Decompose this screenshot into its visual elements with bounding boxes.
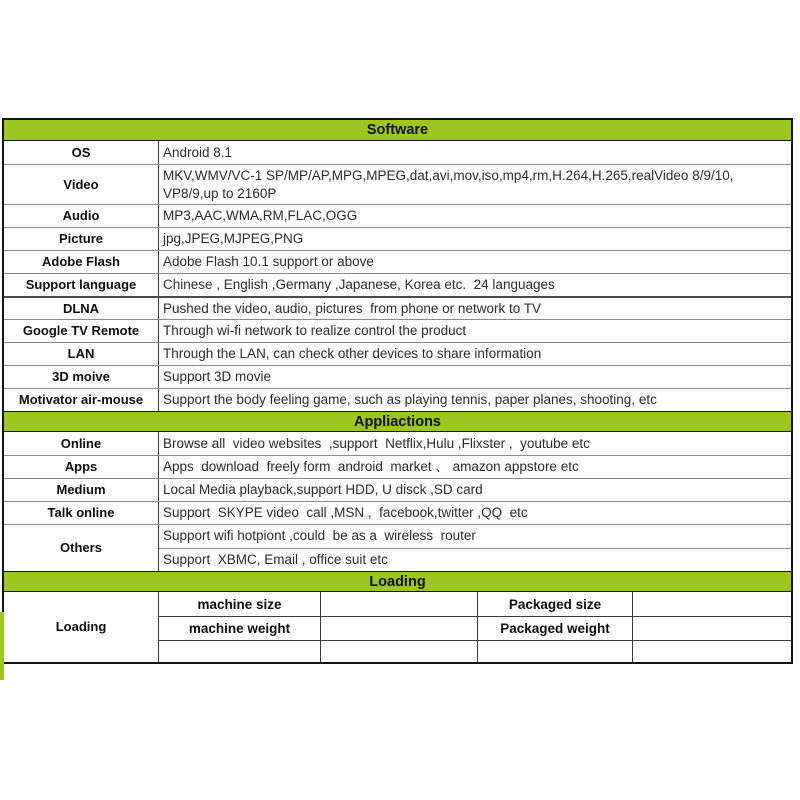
row-loading: [4, 592, 791, 662]
loading-grid: [159, 592, 791, 662]
green-edge-artifact: [0, 612, 4, 680]
loading-label: Loading: [4, 592, 159, 662]
audio-value: MP3,AAC,WMA,RM,FLAC,OGG: [163, 208, 358, 223]
loading-empty-cell-1: [159, 641, 320, 662]
loading-grid-row-3: [159, 640, 791, 662]
row-google-tv-remote: [4, 319, 791, 342]
motivator-air-mouse-label: Motivator air-mouse: [4, 389, 159, 411]
row-adobe-flash: [4, 250, 791, 273]
online-label: Online: [4, 432, 159, 455]
video-label: Video: [4, 165, 159, 204]
others-label: Others: [4, 525, 159, 571]
row-dlna: [4, 296, 791, 319]
dlna-label: DLNA: [4, 298, 159, 319]
row-others: [4, 524, 791, 571]
packaged-size-value: [632, 592, 791, 616]
audio-label: Audio: [4, 205, 159, 227]
adobe-flash-label: Adobe Flash: [4, 251, 159, 273]
medium-label: Medium: [4, 479, 159, 501]
row-talk-online: [4, 501, 791, 524]
video-value: MKV,WMV/VC-1 SP/MP/AP,MPG,MPEG,dat,avi,mov,iso,mp4,rm,H.264,H.265,realVideo 8/9/10, VP8/9,up to 2160P: [163, 167, 738, 201]
row-audio: [4, 204, 791, 227]
others-values: [159, 525, 791, 571]
motivator-air-mouse-value: Support the body feeling game, such as playing tennis, paper planes, shooting, etc: [163, 392, 657, 407]
google-tv-remote-value: Through wi-fi network to realize control the product: [163, 323, 467, 338]
3d-movie-label: 3D moive: [4, 366, 159, 388]
apps-value: Apps download freely form android market 、 amazon appstore etc: [163, 459, 579, 474]
section-header-software: Software: [4, 120, 791, 141]
packaged-weight-value: [632, 617, 791, 640]
loading-grid-row-1: [159, 592, 791, 616]
loading-empty-cell-3: [477, 641, 632, 662]
support-language-label: Support language: [4, 274, 159, 296]
machine-size-header: machine size: [197, 596, 282, 612]
others-value-2: Support XBMC, Email , office suit etc: [159, 548, 791, 572]
picture-label: Picture: [4, 228, 159, 250]
machine-weight-header: machine weight: [188, 621, 291, 636]
section-header-applications: Appliactions: [4, 411, 791, 432]
section-header-loading: Loading: [4, 571, 791, 592]
row-lan: [4, 342, 791, 365]
machine-weight-value: [320, 617, 477, 640]
loading-empty-cell-2: [320, 641, 477, 662]
others-value-1: Support wifi hotpiont ,could be as a wireless router: [163, 528, 476, 544]
loading-grid-row-2: [159, 616, 791, 640]
apps-label: Apps: [4, 456, 159, 478]
3d-movie-value: Support 3D movie: [163, 369, 272, 384]
machine-size-value: [320, 592, 477, 616]
row-video: [4, 164, 791, 204]
packaged-size-header: Packaged size: [477, 592, 632, 616]
row-online: [4, 432, 791, 455]
row-os: [4, 141, 791, 164]
support-language-value: Chinese , English ,Germany ,Japanese, Korea etc. 24 languages: [163, 277, 555, 292]
medium-value: Local Media playback,support HDD, U disck ,SD card: [163, 482, 483, 497]
os-value: Android 8.1: [163, 144, 233, 160]
row-apps: [4, 455, 791, 478]
lan-label: LAN: [4, 343, 159, 365]
adobe-flash-value: Adobe Flash 10.1 support or above: [163, 254, 374, 269]
google-tv-remote-label: Google TV Remote: [4, 320, 159, 342]
loading-empty-cell-4: [632, 641, 791, 662]
talk-online-label: Talk online: [4, 502, 159, 524]
online-value: Browse all video websites ,support Netflix,Hulu ,Flixster , youtube etc: [163, 435, 590, 451]
os-label: OS: [4, 141, 159, 164]
dlna-value: Pushed the video, audio, pictures from phone or network to TV: [163, 300, 541, 316]
row-picture: [4, 227, 791, 250]
talk-online-value: Support SKYPE video call ,MSN , facebook,twitter ,QQ etc: [163, 505, 528, 520]
row-motivator-air-mouse: [4, 388, 791, 411]
lan-value: Through the LAN, can check other devices to share information: [163, 346, 542, 361]
picture-value: jpg,JPEG,MJPEG,PNG: [163, 231, 304, 246]
row-3d-movie: [4, 365, 791, 388]
row-medium: [4, 478, 791, 501]
spec-table: [2, 118, 793, 664]
row-support-language: [4, 273, 791, 296]
packaged-weight-header: Packaged weight: [477, 617, 632, 640]
